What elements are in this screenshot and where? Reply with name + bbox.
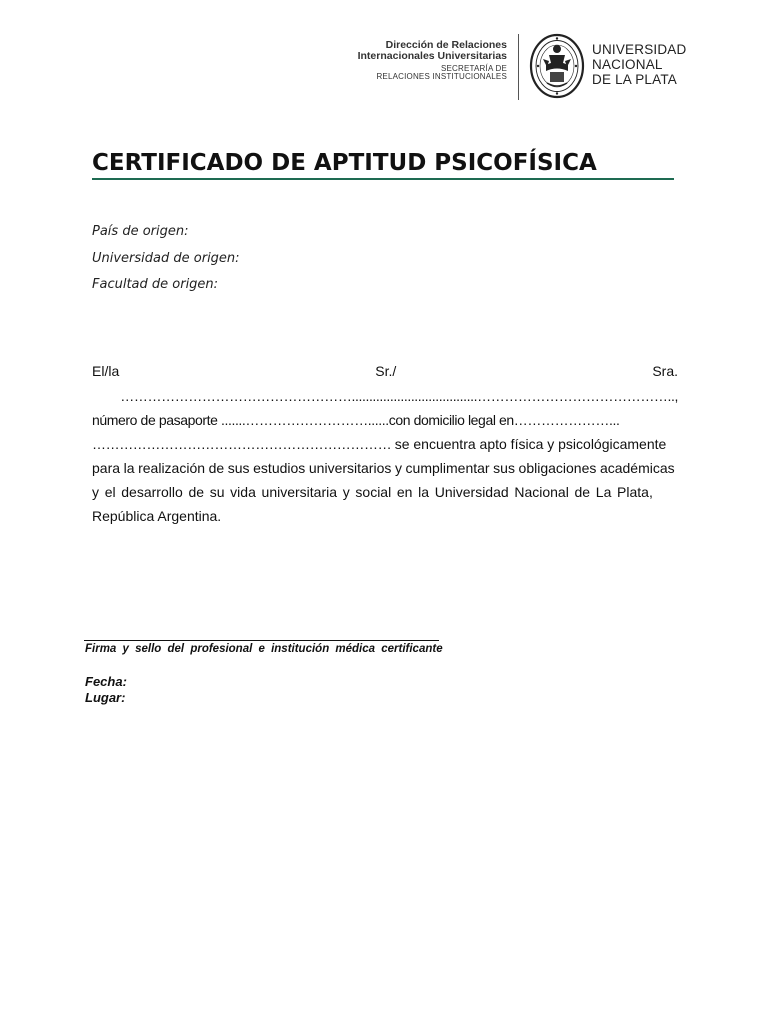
body-line-7: República Argentina. [92, 508, 222, 524]
name-blank-line: ……………………………………………....................................…………………………………….., [120, 388, 678, 404]
department-block [300, 40, 507, 82]
passport-domicile-text: .......………………………......con domicilio legal en…………………... [220, 412, 620, 428]
department-line-2: Internacionales Universitarias [357, 50, 507, 63]
passport-line [92, 412, 678, 428]
signature-line [84, 640, 439, 641]
place-label: Lugar: [85, 690, 126, 705]
el-la-text: El/la [92, 363, 120, 379]
title-underline [92, 178, 674, 180]
sr-text: Sr./ [375, 363, 397, 379]
university-name-line-2: NACIONAL [592, 57, 663, 73]
domicile-blank: ………………………………………………………… [92, 436, 395, 452]
aptitude-text: se encuentra apto física y psicológicamente [394, 436, 667, 452]
body-line-5: para la realización de sus estudios universitarios y cumplimentar sus obligaciones académicas [92, 460, 675, 476]
aptitude-line [92, 436, 678, 452]
department-line-3: SECRETARÍA DE [440, 64, 507, 74]
university-of-origin-label: Universidad de origen: [92, 251, 240, 266]
department-line-1: Dirección de Relaciones [385, 39, 507, 51]
header-divider [518, 34, 519, 100]
sra-text: Sra. [652, 363, 678, 379]
country-of-origin-label: País de origen: [92, 224, 189, 239]
university-name-line-1: UNIVERSIDAD [592, 42, 687, 57]
body-line-1 [92, 363, 678, 379]
department-line-4: RELACIONES INSTITUCIONALES [376, 72, 507, 82]
body-line-6: y el desarrollo de su vida universitaria y social en la Universidad Nacional de La Plata, [92, 484, 653, 500]
university-name [592, 42, 686, 87]
university-name-line-3: DE LA PLATA [592, 72, 677, 88]
faculty-of-origin-label: Facultad de origen: [92, 277, 219, 292]
signature-label: Firma y sello del profesional e institución médica certificante [85, 643, 443, 655]
date-label: Fecha: [85, 674, 127, 689]
passport-label: número de pasaporte [92, 412, 221, 428]
document-title: CERTIFICADO DE APTITUD PSICOFÍSICA [92, 150, 597, 176]
university-seal-icon [529, 33, 585, 99]
